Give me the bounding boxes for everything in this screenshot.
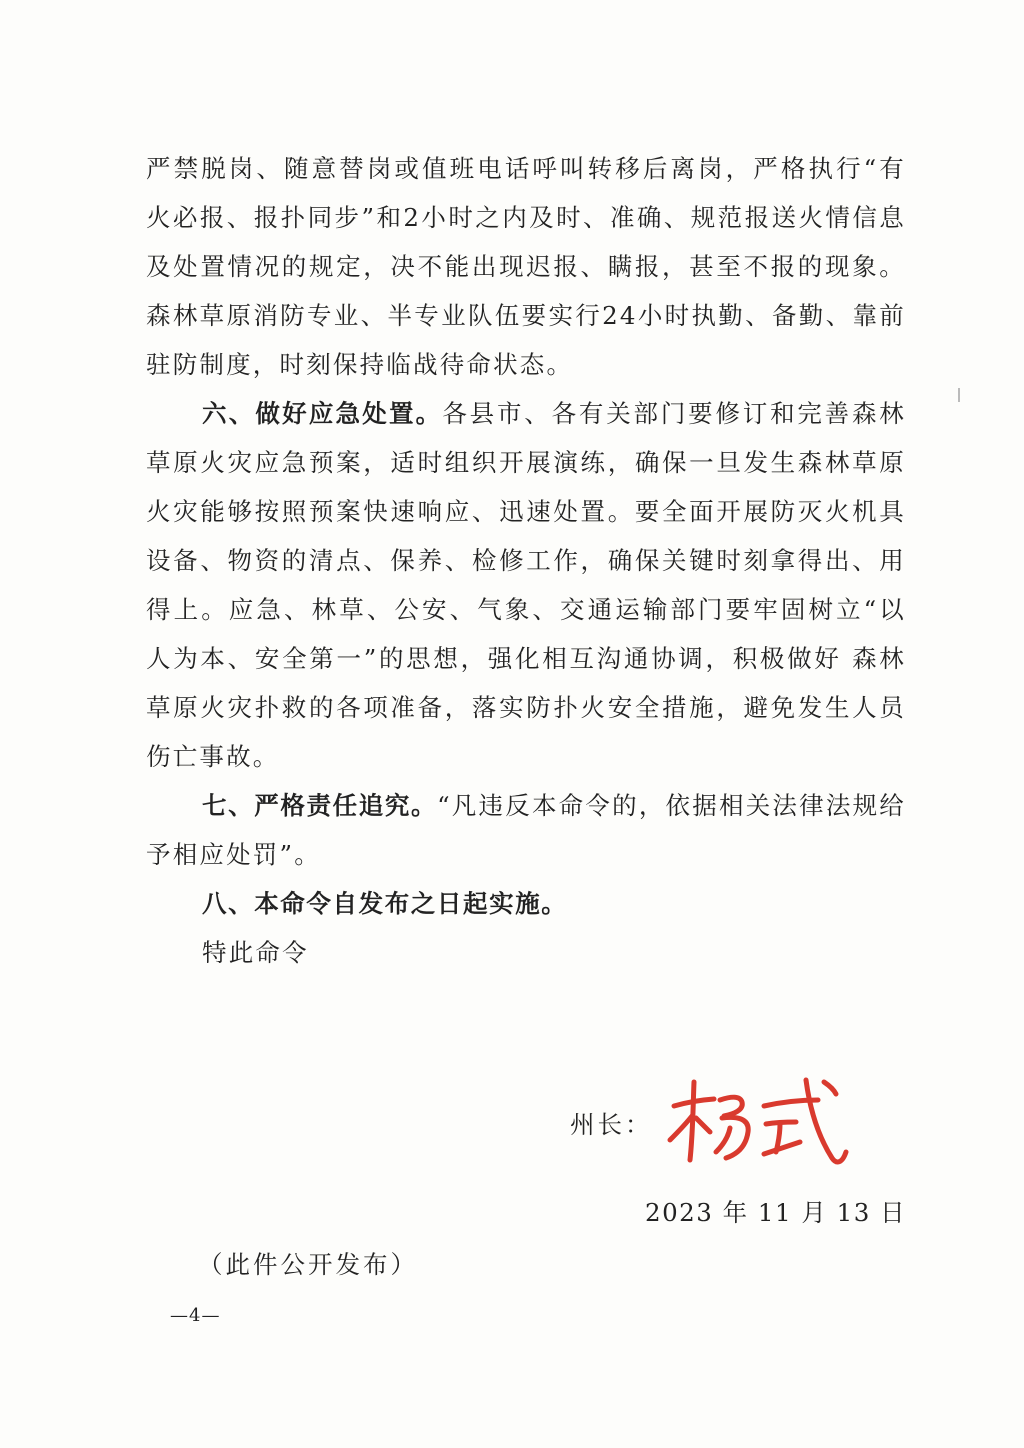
paragraph-emergency-response <box>146 389 906 781</box>
handwritten-signature <box>660 1066 860 1176</box>
closing-phrase: 特此命令 <box>202 938 309 967</box>
paragraph-effective-date <box>146 879 906 928</box>
paragraph-text: “凡违反本命令的，依据相关法律法规给予相应处罚”。 <box>146 791 906 869</box>
section-heading-6: 六、做好应急处置。 <box>202 399 443 428</box>
section-heading-8: 八、本命令自发布之日起实施。 <box>202 889 568 918</box>
paragraph-continuation <box>146 144 906 389</box>
paragraph-accountability <box>146 781 906 879</box>
issue-date: 2023 年 11 月 13 日 <box>645 1198 907 1227</box>
body-text <box>146 144 906 928</box>
page-number: —4— <box>170 1305 221 1326</box>
section-heading-7: 七、严格责任追究。 <box>202 791 438 820</box>
signatory-title: 州长： <box>570 1110 653 1139</box>
paragraph-text: 各县市、各有关部门要修订和完善森林草原火灾应急预案，适时组织开展演练，确保一旦发生森林草原火灾能够按照预案快速响应、迅速处置。要全面开展防灭火机具设备、物资的清点、保养、检修工作，确保关键时刻拿得出、用得上。应急、林草、公安、气象、交通运输部门要牢固树立“以人为本、安全第一”的思想，强化相互沟通协调，积极做好 森林草原火灾扑救的各项准备，落实防扑火安全措施，避免发生人员伤亡事故。 <box>146 399 906 771</box>
public-release-note: （此件公开发布） <box>198 1250 418 1279</box>
scan-artifact <box>958 388 960 402</box>
paragraph-text: 严禁脱岗、随意替岗或值班电话呼叫转移后离岗，严格执行“有火必报、报扑同步”和2小时之内及时、准确、规范报送火情信息及处置情况的规定，决不能出现迟报、瞒报，甚至不报的现象。森林草原消防专业、半专业队伍要实行24小时执勤、备勤、靠前驻防制度，时刻保持临战待命状态。 <box>146 154 906 379</box>
